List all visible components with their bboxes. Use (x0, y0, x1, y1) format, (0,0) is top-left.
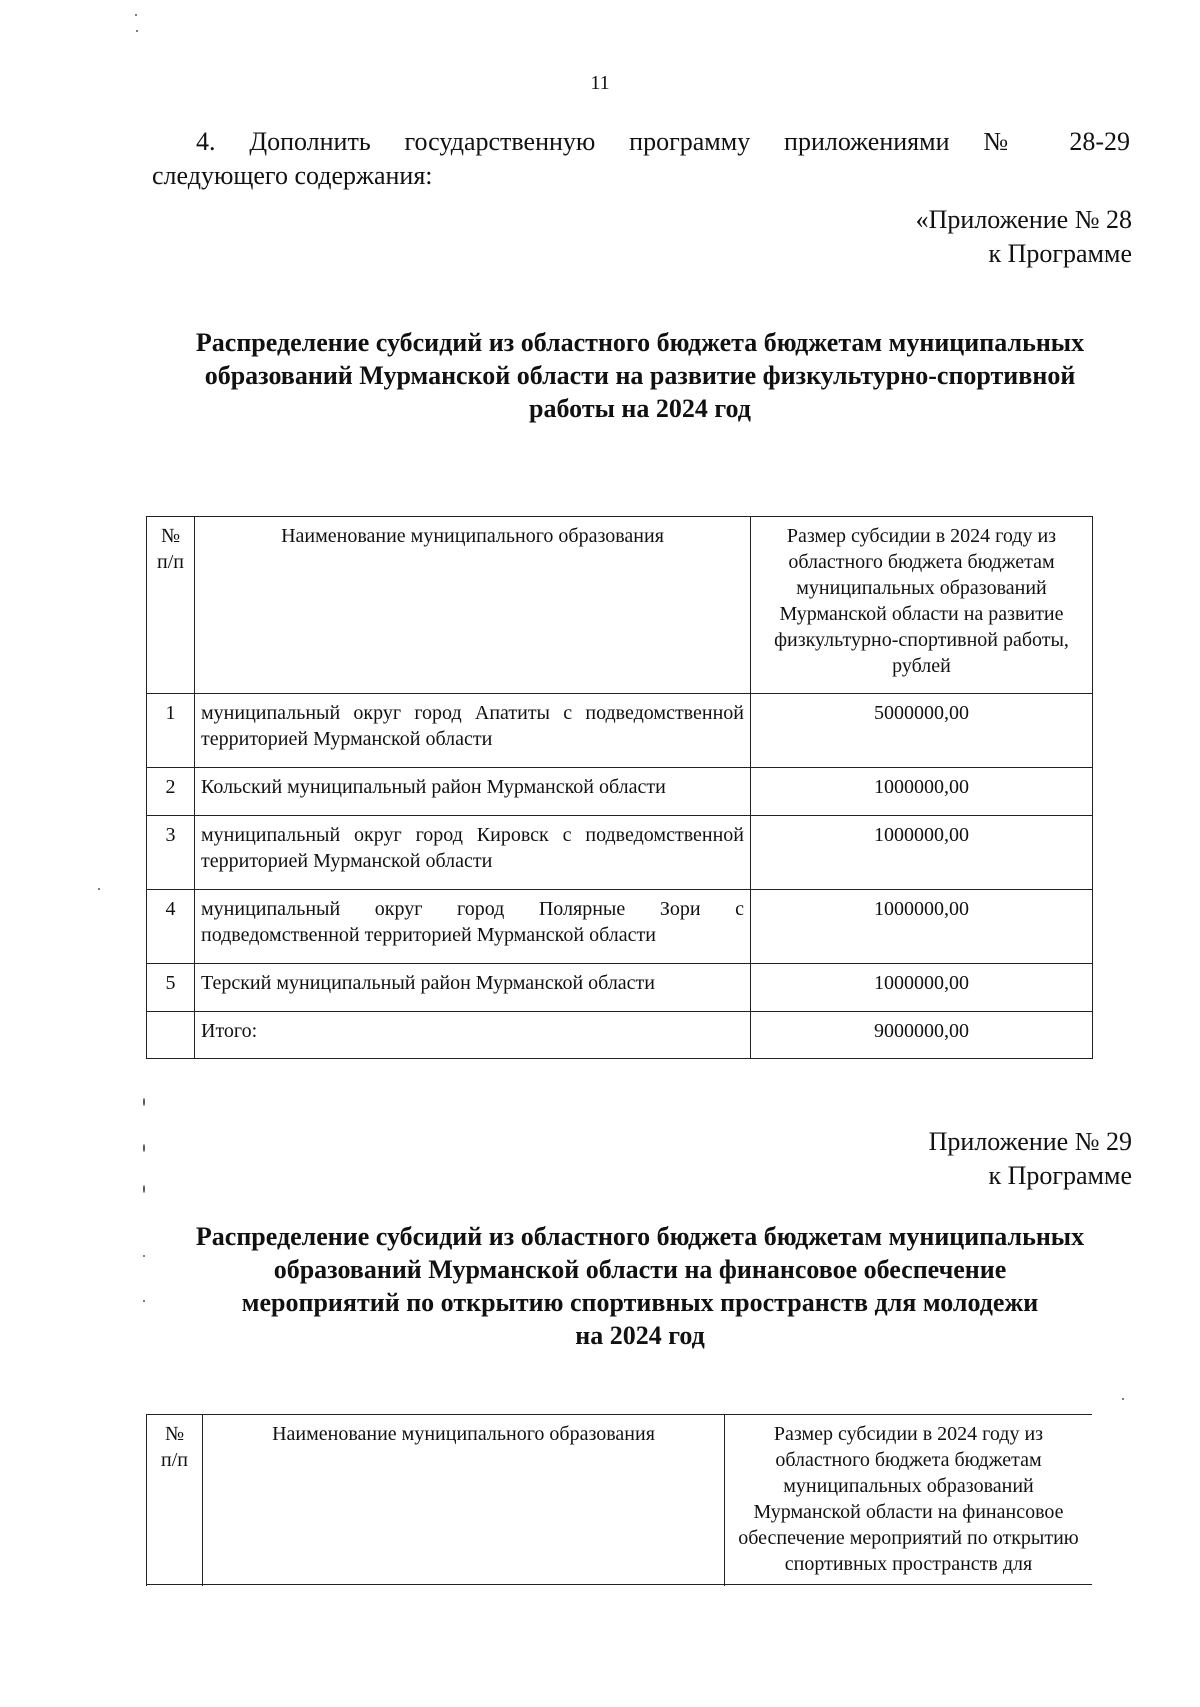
scan-speck (135, 14, 137, 16)
subsidy-table-29-wrap (146, 1414, 1092, 1586)
header-name: Наименование муниципального образования (203, 1415, 725, 1587)
header-value: Размер субсидии в 2024 году из областного бюджета бюджетам муниципальных образований Мурманской области на развитие физкультурно-спортивной работы, рублей (751, 517, 1093, 694)
table-total-row (147, 1012, 1093, 1059)
table-bottom-edge (146, 1584, 1092, 1585)
appendix-29-label: Приложение № 29 (928, 1127, 1132, 1156)
scan-speck (143, 1300, 145, 1302)
scan-speck (143, 1255, 145, 1257)
intro-paragraph-line1: 4. Дополнить государственную программу приложениями № 28-29 (196, 127, 1130, 156)
row-value: 1000000,00 (751, 768, 1093, 816)
appendix-29-title-line: на 2024 год (575, 1321, 705, 1350)
intro-paragraph-line2: следующего содержания: (152, 161, 433, 190)
total-num (147, 1012, 195, 1059)
row-num: 3 (147, 816, 195, 890)
row-name (195, 890, 751, 964)
row-num: 5 (147, 964, 195, 1012)
appendix-29-title-line: образований Мурманской области на финансовое обеспечение (273, 1255, 1007, 1284)
scan-speck (143, 1144, 145, 1152)
header-name: Наименование муниципального образования (195, 517, 751, 694)
table-row (147, 694, 1093, 768)
appendix-28-sub: к Программе (988, 239, 1132, 268)
header-num-sign: № (160, 525, 181, 547)
row-name: Терский муниципальный район Мурманской области (195, 964, 751, 1012)
row-num: 4 (147, 890, 195, 964)
row-num: 1 (147, 694, 195, 768)
header-num-sign: № (164, 1423, 185, 1445)
appendix-29-sub: к Программе (988, 1161, 1132, 1190)
scan-speck (98, 888, 100, 890)
appendix-28-title-line: образований Мурманской области на развитие физкультурно-спортивной (204, 361, 1076, 390)
appendix-28-title-line: Распределение субсидий из областного бюджета бюджетам муниципальных (195, 328, 1085, 357)
header-value: Размер субсидии в 2024 году из областного бюджета бюджетам муниципальных образований Мурманской области на финансовое обеспечение мероприятий по открытию спортивных пространств для (725, 1415, 1093, 1587)
row-value: 1000000,00 (751, 964, 1093, 1012)
appendix-29-title (140, 1220, 1140, 1352)
row-name-text: муниципальный округ город Полярные Зори с подведомственной территорией Мурманской области (201, 898, 744, 946)
row-num: 2 (147, 768, 195, 816)
scan-speck (136, 30, 138, 32)
row-value: 5000000,00 (751, 694, 1093, 768)
row-value: 1000000,00 (751, 816, 1093, 890)
subsidy-table-29 (146, 1414, 1092, 1586)
row-name-text: муниципальный округ город Апатиты с подведомственной территорией Мурманской области (201, 702, 744, 750)
scan-speck (143, 1098, 145, 1106)
header-num-pp: п/п (161, 1449, 188, 1471)
row-name: Кольский муниципальный район Мурманской области (195, 768, 751, 816)
row-name (195, 694, 751, 768)
page-number: 11 (590, 72, 610, 94)
total-value: 9000000,00 (751, 1012, 1093, 1059)
subsidy-table-28 (146, 516, 1093, 1059)
table-row (147, 816, 1093, 890)
row-name (195, 816, 751, 890)
table-header-row (147, 1415, 1093, 1587)
total-label: Итого: (195, 1012, 751, 1059)
scan-speck (1122, 1398, 1124, 1400)
table-row (147, 964, 1093, 1012)
row-name-text: муниципальный округ город Кировск с подведомственной территорией Мурманской области (201, 824, 744, 872)
row-value: 1000000,00 (751, 890, 1093, 964)
table-row (147, 768, 1093, 816)
header-num (147, 517, 195, 694)
appendix-28-title-line: работы на 2024 год (529, 394, 751, 423)
table-row (147, 890, 1093, 964)
appendix-28-title (140, 326, 1140, 425)
appendix-29-title-line: мероприятий по открытию спортивных пространств для молодежи (241, 1288, 1039, 1317)
appendix-28-label: «Приложение № 28 (915, 205, 1132, 234)
appendix-29-title-line: Распределение субсидий из областного бюджета бюджетам муниципальных (195, 1222, 1085, 1251)
table-header-row (147, 517, 1093, 694)
header-num-pp: п/п (157, 551, 184, 573)
scan-speck (143, 1185, 145, 1193)
header-num (147, 1415, 203, 1587)
